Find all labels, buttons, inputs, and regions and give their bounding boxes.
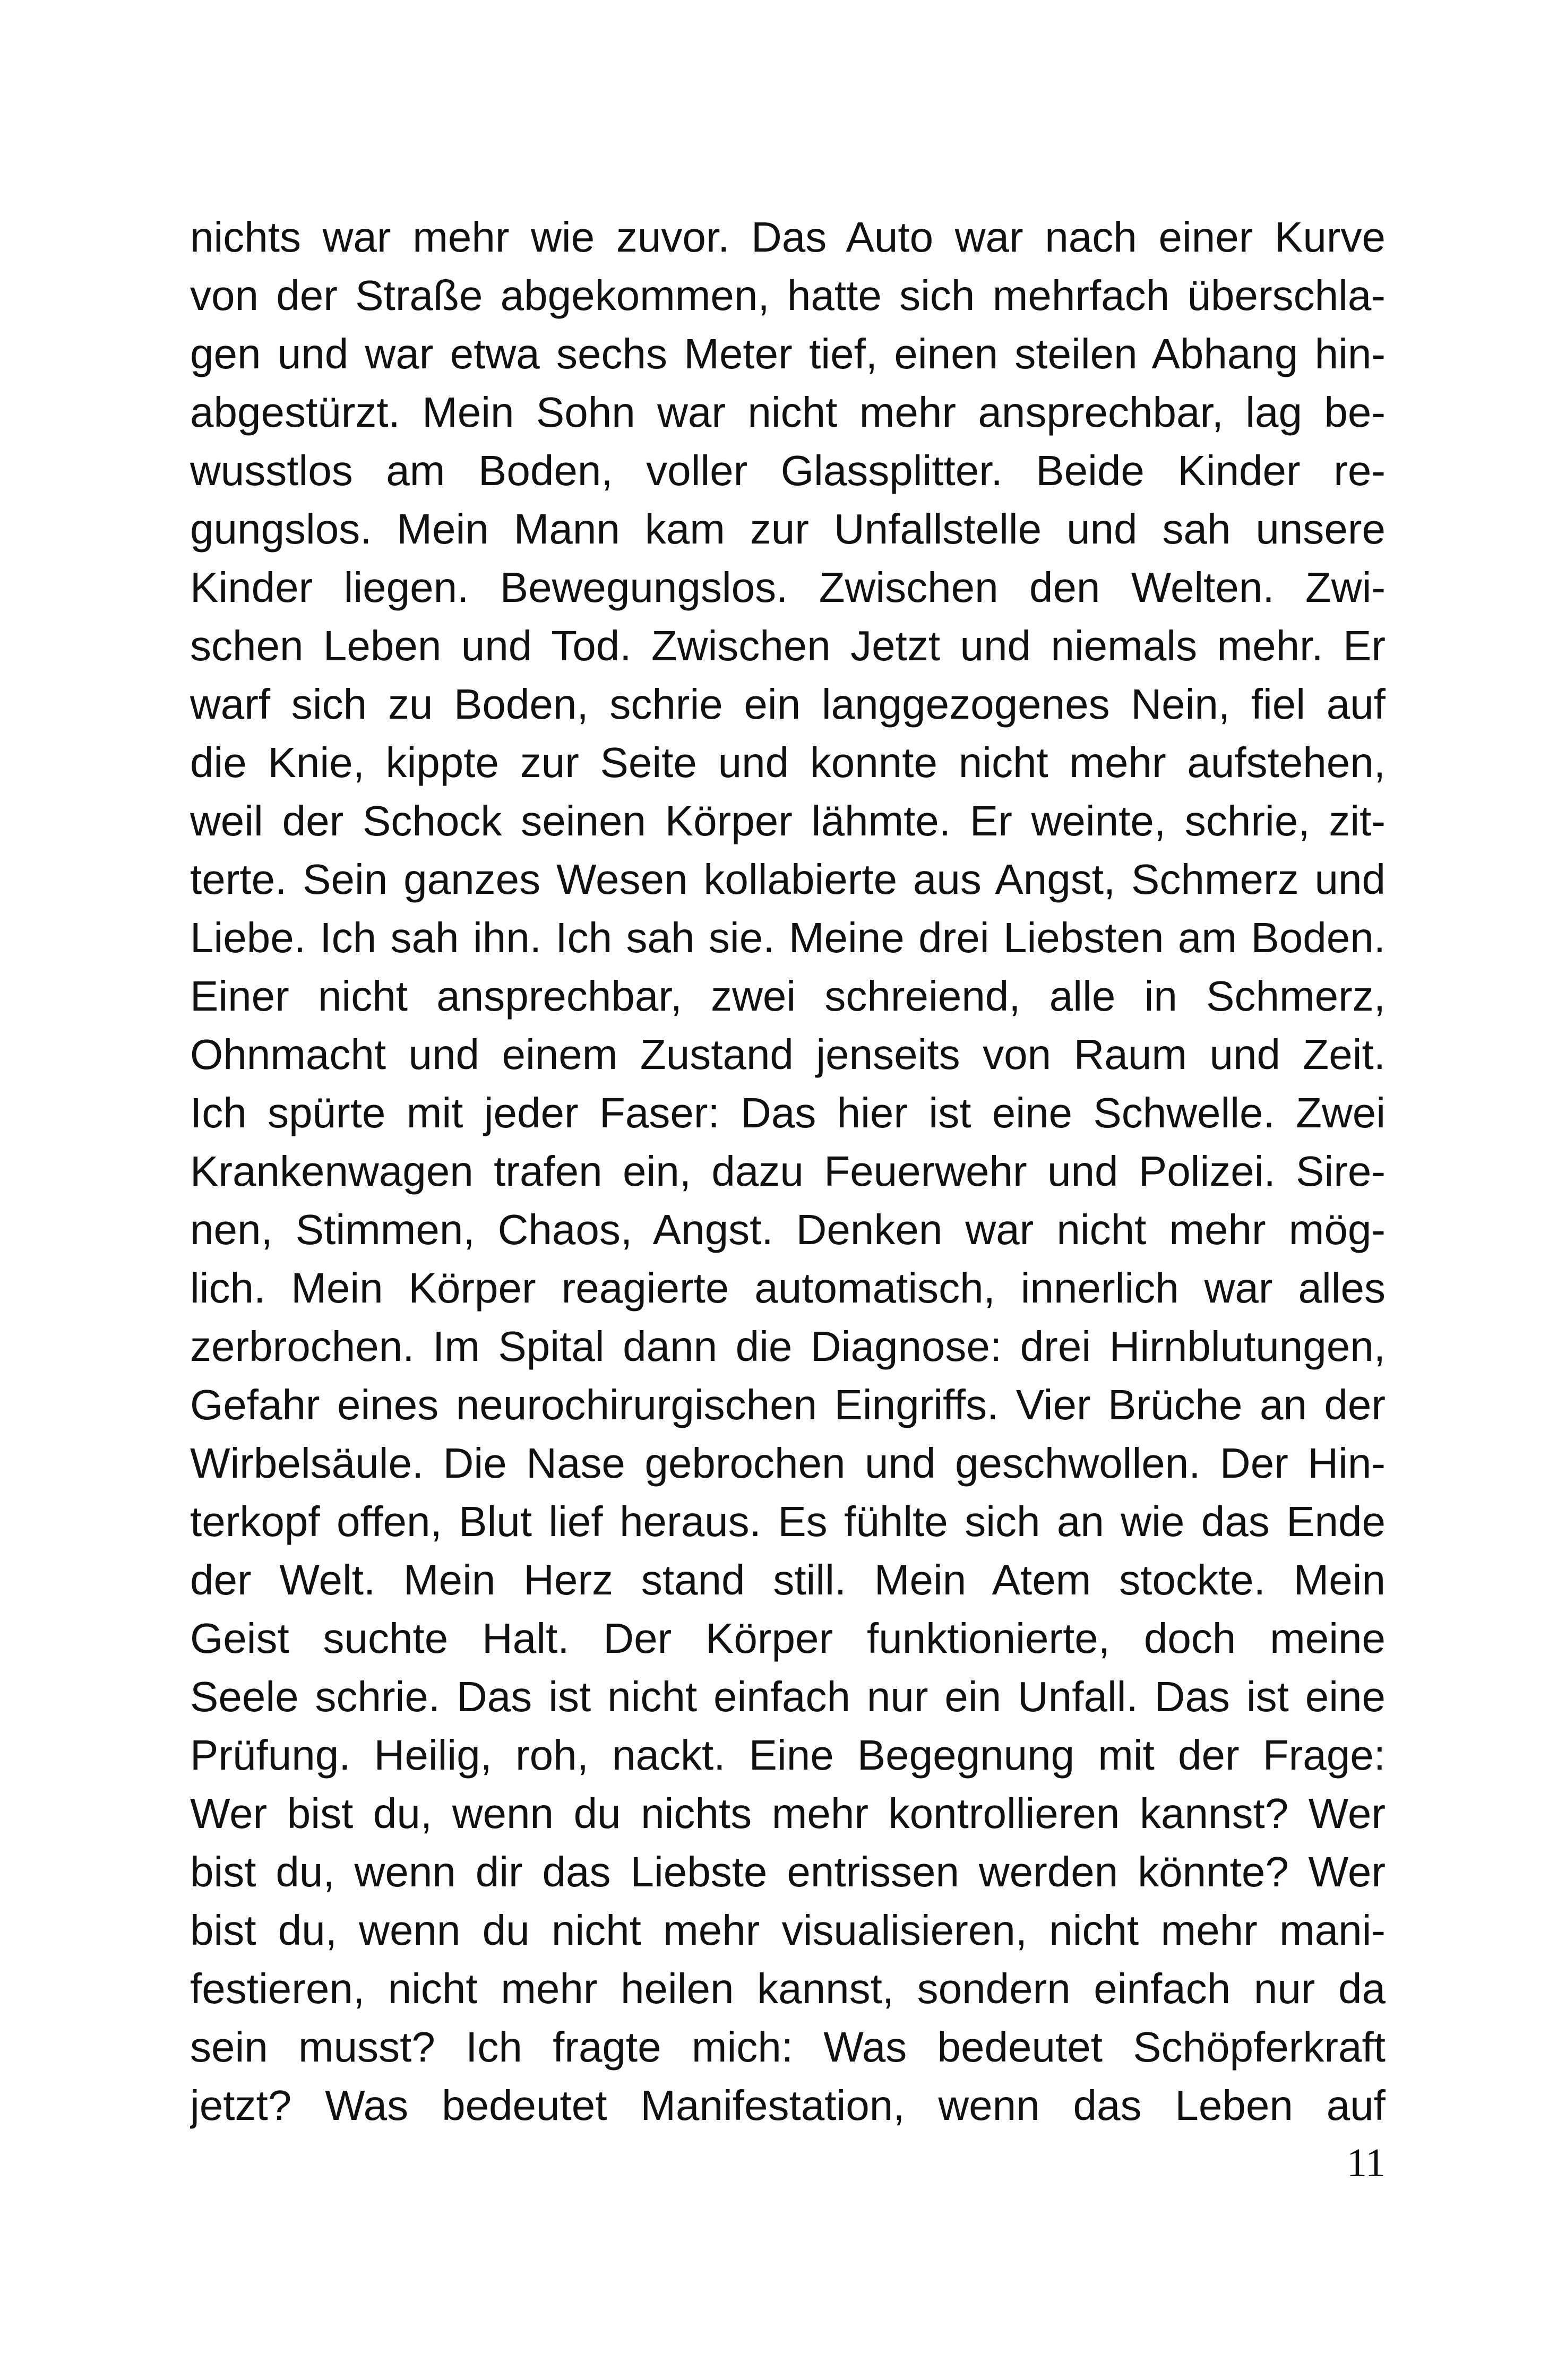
text-line: gungslos. Mein Mann kam zur Unfallstelle und sah unsere: [190, 505, 1386, 553]
text-line: wusstlos am Boden, voller Glassplitter. Beide Kinder re-: [190, 447, 1386, 494]
text-line: der Welt. Mein Herz stand still. Mein Atem stockte. Mein: [190, 1556, 1386, 1603]
text-line: Krankenwagen trafen ein, dazu Feuerwehr und Polizei. Sire-: [190, 1148, 1386, 1195]
text-line: abgestürzt. Mein Sohn war nicht mehr ansprechbar, lag be-: [190, 389, 1386, 436]
text-line: Ohnmacht und einem Zustand jenseits von Raum und Zeit.: [190, 1031, 1386, 1078]
text-line: schen Leben und Tod. Zwischen Jetzt und niemals mehr. Er: [190, 622, 1386, 669]
text-line: terkopf offen, Blut lief heraus. Es fühlte sich an wie das Ende: [190, 1498, 1386, 1545]
text-line: bist du, wenn dir das Liebste entrissen werden könnte? Wer: [190, 1848, 1386, 1895]
text-line: Ich spürte mit jeder Faser: Das hier ist eine Schwelle. Zwei: [190, 1089, 1386, 1136]
text-line: Liebe. Ich sah ihn. Ich sah sie. Meine drei Liebsten am Boden.: [190, 914, 1386, 961]
text-line: terte. Sein ganzes Wesen kollabierte aus Angst, Schmerz und: [190, 856, 1386, 903]
text-line: die Knie, kippte zur Seite und konnte nicht mehr aufstehen,: [190, 739, 1386, 786]
page-number: 11: [1346, 2141, 1386, 2185]
text-line: weil der Schock seinen Körper lähmte. Er weinte, schrie, zit-: [190, 797, 1386, 844]
text-line: sein musst? Ich fragte mich: Was bedeutet Schöpferkraft: [190, 2023, 1386, 2071]
text-line: Wirbelsäule. Die Nase gebrochen und geschwollen. Der Hin-: [190, 1439, 1386, 1487]
text-line: festieren, nicht mehr heilen kannst, sondern einfach nur da: [190, 1965, 1386, 2012]
text-line: Gefahr eines neurochirurgischen Eingriffs. Vier Brüche an der: [190, 1381, 1386, 1428]
body-text: [190, 208, 1386, 2135]
text-line: gen und war etwa sechs Meter tief, einen steilen Abhang hin-: [190, 330, 1386, 377]
text-line: warf sich zu Boden, schrie ein langgezogenes Nein, fiel auf: [190, 680, 1386, 728]
text-line: zerbrochen. Im Spital dann die Diagnose: drei Hirnblutungen,: [190, 1323, 1386, 1370]
text-line: Wer bist du, wenn du nichts mehr kontrollieren kannst? Wer: [190, 1790, 1386, 1837]
text-line: lich. Mein Körper reagierte automatisch, innerlich war alles: [190, 1264, 1386, 1312]
text-line: Einer nicht ansprechbar, zwei schreiend, alle in Schmerz,: [190, 972, 1386, 1020]
text-line: bist du, wenn du nicht mehr visualisieren, nicht mehr mani-: [190, 1907, 1386, 1954]
text-line: nichts war mehr wie zuvor. Das Auto war nach einer Kurve: [190, 213, 1386, 261]
text-line: Seele schrie. Das ist nicht einfach nur ein Unfall. Das ist eine: [190, 1673, 1386, 1720]
text-line: von der Straße abgekommen, hatte sich mehrfach überschla-: [190, 272, 1386, 319]
text-line: nen, Stimmen, Chaos, Angst. Denken war nicht mehr mög-: [190, 1206, 1386, 1253]
text-line: jetzt? Was bedeutet Manifestation, wenn das Leben auf: [190, 2082, 1386, 2129]
text-line: Prüfung. Heilig, roh, nackt. Eine Begegnung mit der Frage:: [190, 1731, 1386, 1779]
text-line: Kinder liegen. Bewegungslos. Zwischen den Welten. Zwi-: [190, 564, 1386, 611]
text-line: Geist suchte Halt. Der Körper funktionierte, doch meine: [190, 1615, 1386, 1662]
